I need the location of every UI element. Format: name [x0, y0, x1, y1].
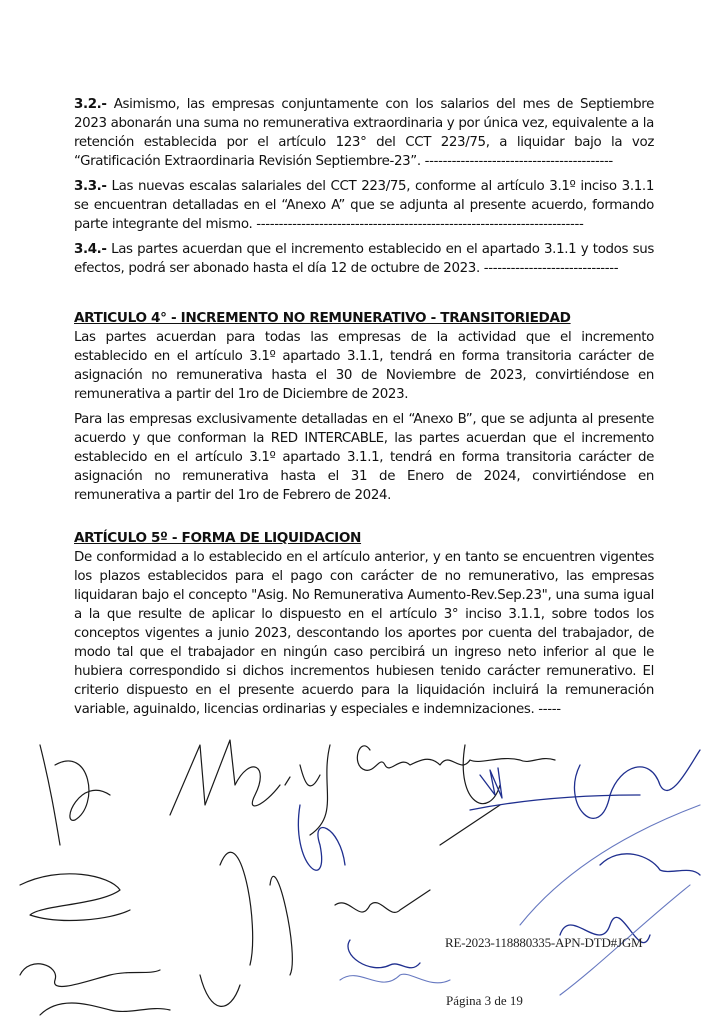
document-reference-id: RE-2023-118880335-APN-DTD#JGM	[445, 935, 643, 950]
article-4-paragraph: Las partes acuerdan para todas las empresas de la actividad que el incremento establecido en el artículo 3.1º apartado 3.1.1, tendrá en forma transitoria carácter de asignación no remunerativa hasta el 30 de Noviembre de 2023, convirtiéndose en remunerativa a partir del 1ro de Diciembre de 2023.	[74, 330, 654, 402]
article-4-paragraph: Para las empresas exclusivamente detalladas en el “Anexo B”, que se adjunta al presente acuerdo y que conforman la RED INTERCABLE, las partes acuerdan que el incremento establecido en el artículo 3.1º apartado 3.1.1, tendrá en forma transitoria carácter de asignación no remunerativa hasta el 31 de Enero de 2024, convirtiéndose en remunerativa a partir del 1ro de Febrero de 2024.	[74, 412, 654, 503]
document-body	[74, 95, 654, 725]
clause-text: Las partes acuerdan que el incremento establecido en el apartado 3.1.1 y todos sus efectos, podrá ser abonado hasta el día 12 de octubre de 2023. ------------------------------	[74, 242, 654, 276]
clause-text: Asimismo, las empresas conjuntamente con los salarios del mes de Septiembre 2023 abonarán una suma no remunerativa extraordinaria y por única vez, equivalente a la retención establecida por el artículo 123° del CCT 223/75, a liquidar bajo la voz “Gratificación Extraordinaria Revisión Septiembre-23”. ------------------------------------------	[74, 97, 654, 169]
clause-3-3	[74, 177, 654, 234]
page-number: Página 3 de 19	[446, 993, 523, 1008]
clause-3-4	[74, 240, 654, 278]
article-4-heading: ARTICULO 4° - INCREMENTO NO REMUNERATIVO - TRANSITORIEDAD	[74, 310, 571, 326]
clause-number: 3.4.-	[74, 242, 107, 257]
signature-light-blue	[340, 805, 700, 995]
clause-number: 3.2.-	[74, 97, 107, 112]
spacer	[74, 511, 654, 529]
signature-scribbles	[20, 740, 555, 1015]
spacer	[74, 284, 654, 309]
signatures-area	[0, 725, 724, 1024]
article-5-paragraph: De conformidad a lo establecido en el artículo anterior, y en tanto se encuentren vigentes los plazos establecidos para el pago con carácter de no remunerativo, las empresas liquidaran bajo el concepto "Asig. No Remunerativa Aumento-Rev.Sep.23", una suma igual a la que resulte de aplicar lo dispuesto en el artículo 3° inciso 3.1.1, sobre todos los conceptos vigentes a junio 2023, descontando los aportes por cuenta del trabajador, de modo tal que el trabajador en ningún caso percibirá un ingreso neto inferior al que le hubiera correspondido si dichos incrementos hubiesen tenido carácter remunerativo. El criterio dispuesto en el presente acuerdo para la liquidación incluirá la remuneración variable, aguinaldo, licencias ordinarias y especiales e indemnizaciones. -----	[74, 550, 654, 717]
article-5-heading: ARTÍCULO 5º - FORMA DE LIQUIDACION	[74, 530, 362, 546]
clause-3-2	[74, 95, 654, 171]
clause-number: 3.3.-	[74, 179, 107, 194]
clause-text: Las nuevas escalas salariales del CCT 223/75, conforme al artículo 3.1º inciso 3.1.1 se encuentran detalladas en el “Anexo A” que se adjunta al presente acuerdo, formando parte integrante del mismo. -------------------------------------------------------------------------	[74, 179, 654, 232]
